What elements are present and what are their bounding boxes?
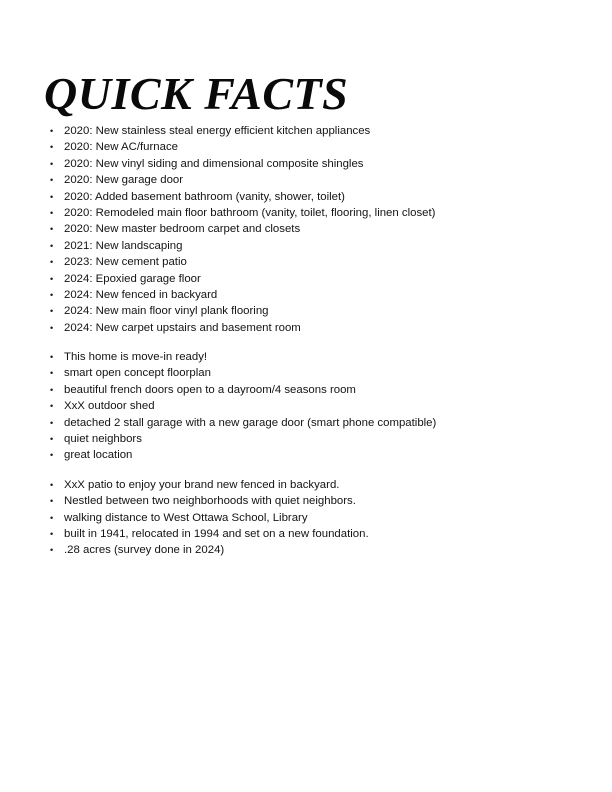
- bullet-icon: •: [50, 207, 54, 218]
- list-item-text: great location: [64, 449, 133, 462]
- bullet-icon: •: [50, 322, 54, 333]
- list-item: [0, 493, 612, 509]
- list-item: [0, 349, 612, 365]
- bullet-icon: •: [50, 191, 54, 202]
- list-item-text: quiet neighbors: [64, 433, 142, 446]
- list-item-text: XxX outdoor shed: [64, 400, 155, 413]
- list-item: [0, 189, 612, 205]
- bullet-icon: •: [50, 401, 54, 412]
- list-item: [0, 287, 612, 303]
- bullet-icon: •: [50, 496, 54, 507]
- list-item-text: detached 2 stall garage with a new garage door (smart phone compatible): [64, 416, 437, 429]
- bullet-icon: •: [50, 450, 54, 461]
- bullet-icon: •: [50, 479, 54, 490]
- list-item-text: This home is move-in ready!: [64, 351, 208, 364]
- bullet-icon: •: [50, 352, 54, 363]
- list-item: [0, 123, 612, 139]
- bullet-icon: •: [50, 434, 54, 445]
- list-item: [0, 431, 612, 447]
- list-item-text: 2020: New vinyl siding and dimensional composite shingles: [64, 157, 364, 170]
- list-item-text: 2020: Remodeled main floor bathroom (vanity, toilet, flooring, linen closet): [64, 206, 436, 219]
- list-item-text: built in 1941, relocated in 1994 and set on a new foundation.: [64, 527, 369, 540]
- list-item-text: 2024: Epoxied garage floor: [64, 272, 201, 285]
- list-item: [0, 365, 612, 381]
- list-item-text: 2024: New fenced in backyard: [64, 288, 218, 301]
- list-item: [0, 447, 612, 463]
- list-item: [0, 382, 612, 398]
- bullet-icon: •: [50, 224, 54, 235]
- bullet-icon: •: [50, 384, 54, 395]
- list-item-text: 2021: New landscaping: [64, 239, 183, 252]
- list-item: [0, 221, 612, 237]
- list-item: [0, 205, 612, 221]
- bullet-icon: •: [50, 240, 54, 251]
- page-title: QUICK FACTS: [44, 68, 349, 119]
- list-item: [0, 542, 612, 558]
- list-item: [0, 238, 612, 254]
- bullet-icon: •: [50, 368, 54, 379]
- list-item-text: XxX patio to enjoy your brand new fenced in backyard.: [64, 478, 340, 491]
- list-item-text: 2020: New AC/furnace: [64, 141, 178, 154]
- quick-facts-lists: [0, 123, 612, 559]
- list-item-text: 2023: New cement patio: [64, 256, 187, 269]
- list-item-text: 2020: New master bedroom carpet and closets: [64, 223, 301, 236]
- bullet-icon: •: [50, 417, 54, 428]
- list-item-text: 2024: New carpet upstairs and basement room: [64, 321, 301, 334]
- bullet-icon: •: [50, 273, 54, 284]
- bullet-icon: •: [50, 257, 54, 268]
- list-item: [0, 172, 612, 188]
- bullet-icon: •: [50, 142, 54, 153]
- list-item: [0, 398, 612, 414]
- list-item: [0, 510, 612, 526]
- list-item-text: 2020: Added basement bathroom (vanity, shower, toilet): [64, 190, 345, 203]
- bullet-icon: •: [50, 528, 54, 539]
- bullet-icon: •: [50, 126, 54, 136]
- list-item-text: walking distance to West Ottawa School, Library: [64, 511, 308, 524]
- list-item: [0, 415, 612, 431]
- list-item: [0, 303, 612, 319]
- list-item-text: beautiful french doors open to a dayroom/4 seasons room: [64, 383, 356, 396]
- fact-list-3: [0, 477, 612, 559]
- bullet-icon: •: [50, 158, 54, 169]
- bullet-icon: •: [50, 306, 54, 317]
- bullet-icon: •: [50, 175, 54, 186]
- list-item: [0, 271, 612, 287]
- list-item: [0, 477, 612, 493]
- list-item: [0, 320, 612, 336]
- fact-list-2: [0, 349, 612, 464]
- list-item-text: .28 acres (survey done in 2024): [64, 544, 225, 557]
- bullet-icon: •: [50, 545, 54, 556]
- list-item: [0, 156, 612, 172]
- list-item-text: Nestled between two neighborhoods with quiet neighbors.: [64, 495, 356, 508]
- list-item-text: 2020: New garage door: [64, 174, 184, 187]
- fact-list-1: [0, 123, 612, 336]
- bullet-icon: •: [50, 512, 54, 523]
- list-item: [0, 254, 612, 270]
- bullet-icon: •: [50, 289, 54, 300]
- list-item-text: smart open concept floorplan: [64, 367, 211, 380]
- list-item-text: 2020: New stainless steal energy efficient kitchen appliances: [64, 125, 371, 137]
- list-item: [0, 139, 612, 155]
- list-item-text: 2024: New main floor vinyl plank flooring: [64, 305, 269, 318]
- list-item: [0, 526, 612, 542]
